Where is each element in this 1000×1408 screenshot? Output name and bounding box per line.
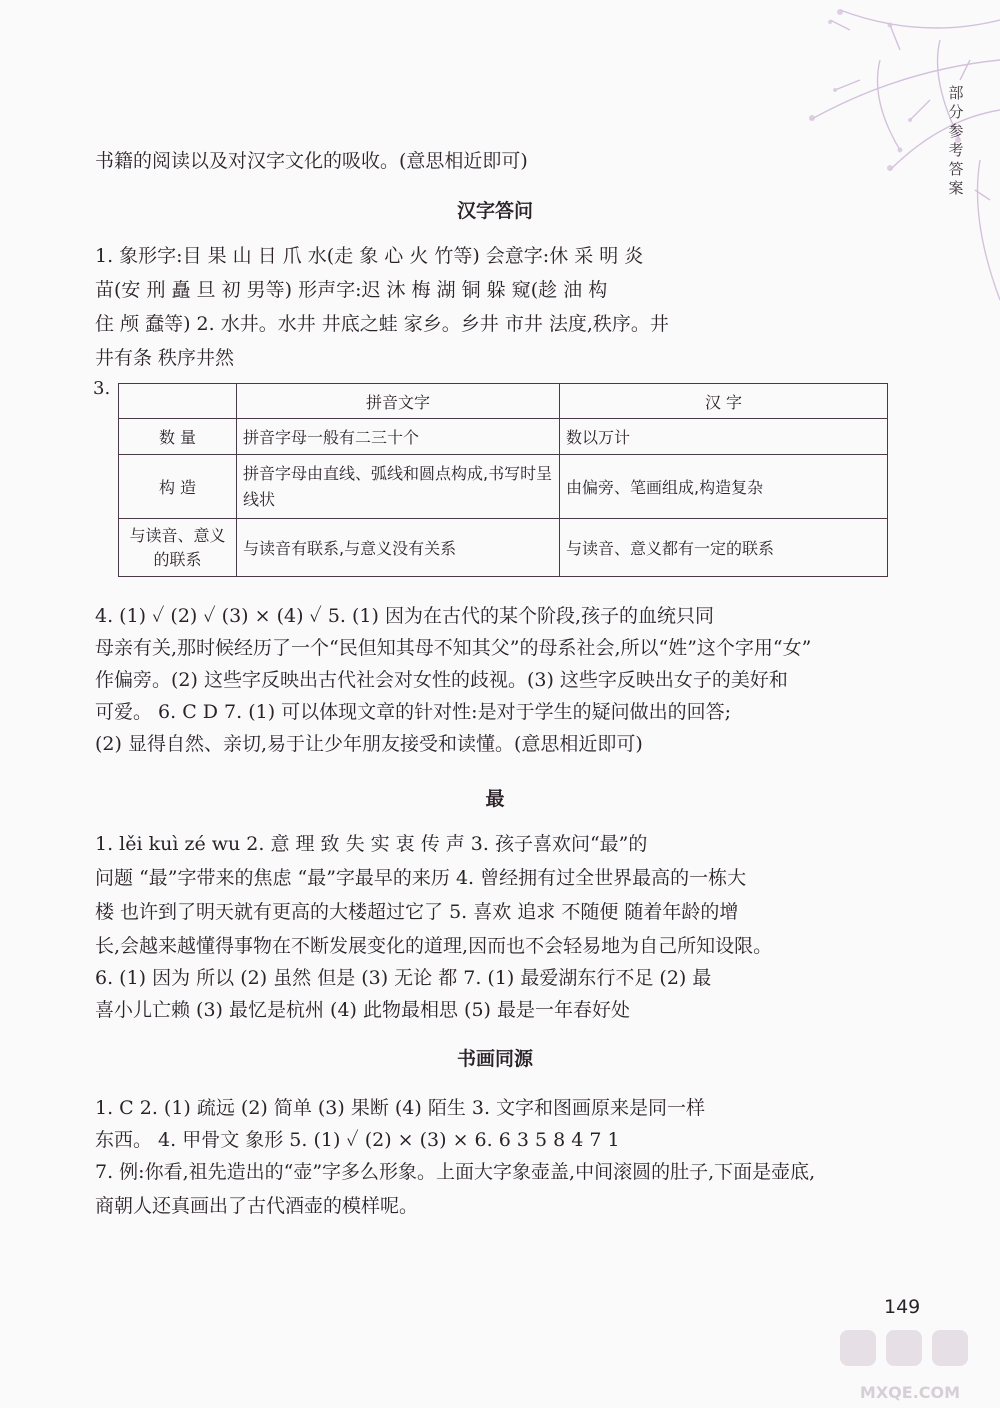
- answer-line: 1. C 2. (1) 疏远 (2) 简单 (3) 果断 (4) 陌生 3. 文字和图画原来是同一样: [95, 1097, 706, 1119]
- question-3-label: 3.: [93, 378, 111, 399]
- section-title-zui: 最: [485, 788, 505, 810]
- comparison-table: [118, 383, 888, 577]
- side-tab-label: 部分参考答案: [948, 84, 964, 197]
- answer-line: 母亲有关,那时候经历了一个“民但知其母不知其父”的母系社会,所以“姓”这个字用“女”: [95, 637, 812, 659]
- table-header-row: [119, 384, 888, 419]
- table-header-hanzi: 汉 字: [560, 384, 888, 419]
- answer-line: 住 颅 蠢等) 2. 水井。水井 井底之蛙 家乡。乡井 市井 法度,秩序。井: [95, 313, 669, 335]
- watermark-logo: [820, 1310, 1000, 1408]
- section-title-shuhua-tongyuan: 书画同源: [456, 1048, 533, 1070]
- table-header-pinyin: 拼音文字: [237, 384, 560, 419]
- table-row-label: 构 造: [119, 455, 237, 519]
- answer-line: 1. 象形字:目 果 山 日 爪 水(走 象 心 火 竹等) 会意字:休 采 明 炎: [95, 245, 644, 267]
- answer-line: 喜小儿亡赖 (3) 最忆是杭州 (4) 此物最相思 (5) 最是一年春好处: [95, 999, 630, 1021]
- answer-line: 可爱。 6. C D 7. (1) 可以体现文章的针对性:是对于学生的疑问做出的回答;: [95, 701, 731, 723]
- table-row: [119, 455, 888, 519]
- intro-line: 书籍的阅读以及对汉字文化的吸收。(意思相近即可): [95, 150, 528, 172]
- answer-line: 6. (1) 因为 所以 (2) 虽然 但是 (3) 无论 都 7. (1) 最爱湖东行不足 (2) 最: [95, 967, 712, 989]
- table-cell-pinyin: 拼音字母由直线、弧线和圆点构成,书写时呈线状: [237, 455, 560, 519]
- watermark-text: MXQE.COM: [859, 1383, 961, 1402]
- table-row-label: 数 量: [119, 419, 237, 455]
- answer-line: 井有条 秩序井然: [95, 347, 235, 369]
- answer-line: 东西。 4. 甲骨文 象形 5. (1) ✓ (2) × (3) × 6. 6 3 5 8 4 7 1: [95, 1129, 620, 1151]
- table-cell-hanzi: 与读音、意义都有一定的联系: [560, 519, 888, 577]
- page-number: 149: [884, 1296, 921, 1318]
- table-cell-hanzi: 由偏旁、笔画组成,构造复杂: [560, 455, 888, 519]
- section-title-hanzi-dawen: 汉字答问: [456, 200, 533, 222]
- table-row: [119, 419, 888, 455]
- answer-line: 作偏旁。(2) 这些字反映出古代社会对女性的歧视。(3) 这些字反映出女子的美好和: [95, 669, 788, 691]
- table-cell-pinyin: 与读音有联系,与意义没有关系: [237, 519, 560, 577]
- answer-line: 4. (1) ✓ (2) ✓ (3) × (4) ✓ 5. (1) 因为在古代的某个阶段,孩子的血统只同: [95, 605, 714, 627]
- answer-line: 1. lěi kuì zé wu 2. 意 理 致 失 实 衷 传 声 3. 孩子喜欢问“最”的: [95, 833, 648, 855]
- answer-line: 问题 “最”字带来的焦虑 “最”字最早的来历 4. 曾经拥有过全世界最高的一栋大: [95, 867, 747, 889]
- table-cell-hanzi: 数以万计: [560, 419, 888, 455]
- table-header-empty: [119, 384, 237, 419]
- answer-line: (2) 显得自然、亲切,易于让少年朋友接受和读懂。(意思相近即可): [95, 733, 643, 755]
- table-row: [119, 519, 888, 577]
- table-row-label: 与读音、意义的联系: [119, 519, 237, 577]
- answer-line: 苗(安 刑 矗 旦 初 男等) 形声字:迟 沐 梅 湖 铜 躲 窥(趁 油 构: [95, 279, 608, 301]
- answer-line: 商朝人还真画出了古代酒壶的模样呢。: [95, 1195, 419, 1217]
- answer-line: 楼 也许到了明天就有更高的大楼超过它了 5. 喜欢 追求 不随便 随着年龄的增: [95, 901, 739, 923]
- answer-line: 长,会越来越懂得事物在不断发展变化的道理,因而也不会轻易地为自己所知设限。: [95, 935, 773, 957]
- answer-line: 7. 例:你看,祖先造出的“壶”字多么形象。上面大字象壶盖,中间滚圆的肚子,下面是壶底,: [95, 1161, 816, 1183]
- table-cell-pinyin: 拼音字母一般有二三十个: [237, 419, 560, 455]
